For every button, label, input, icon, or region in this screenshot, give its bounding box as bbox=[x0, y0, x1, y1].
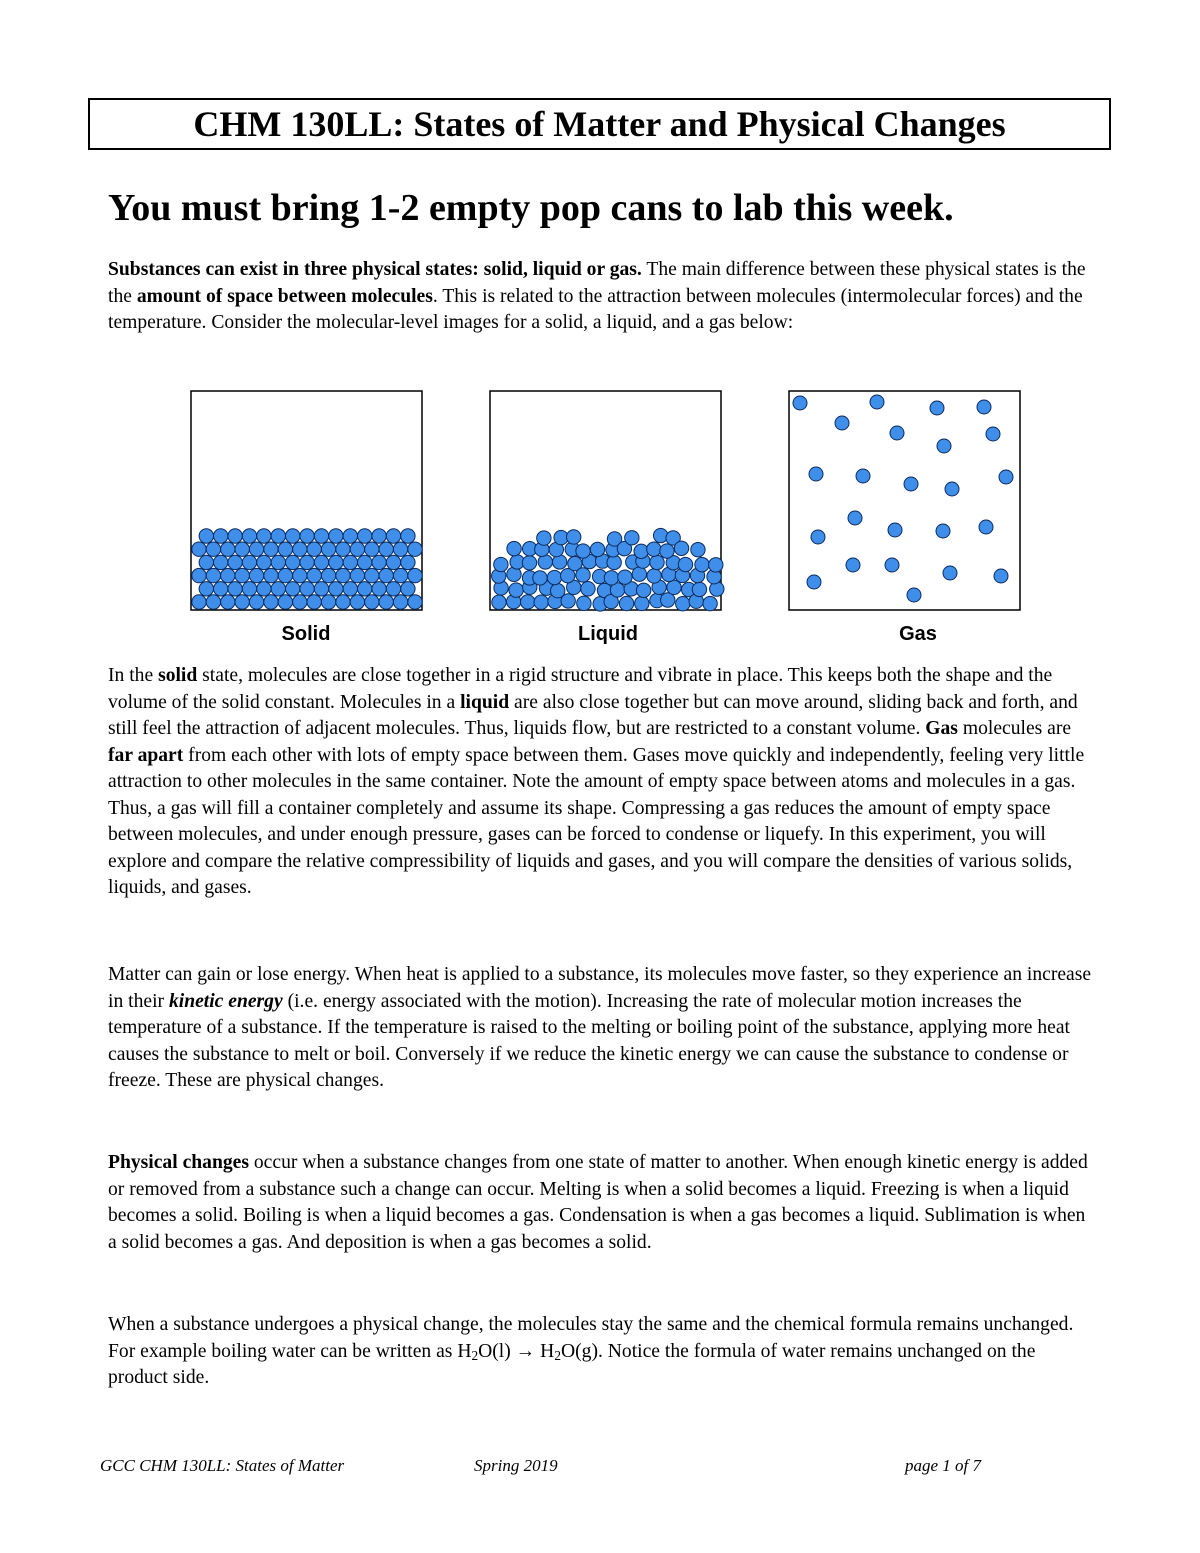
solid-molecule bbox=[235, 568, 249, 582]
formula-sub-1: 2 bbox=[471, 1347, 479, 1363]
solid-molecule bbox=[293, 542, 307, 556]
solid-container bbox=[191, 391, 422, 610]
solid-molecule bbox=[249, 568, 263, 582]
solid-molecule bbox=[372, 529, 386, 543]
liquid-molecule bbox=[494, 557, 508, 571]
solid-molecule bbox=[365, 568, 379, 582]
energy-bold-kinetic: kinetic energy bbox=[168, 990, 283, 1012]
gas-molecule bbox=[793, 396, 807, 410]
liquid-molecule bbox=[674, 541, 688, 555]
solid-molecule bbox=[365, 595, 379, 609]
states-bold-solid: solid bbox=[158, 665, 198, 686]
solid-molecule bbox=[350, 542, 364, 556]
gas-molecule bbox=[907, 588, 921, 602]
solid-molecule bbox=[264, 542, 278, 556]
gas-molecule bbox=[979, 520, 993, 534]
solid-molecule bbox=[221, 568, 235, 582]
solid-molecule bbox=[286, 555, 300, 569]
solid-molecule bbox=[214, 529, 228, 543]
solid-molecule bbox=[393, 595, 407, 609]
states-bold-gas: Gas bbox=[925, 718, 958, 739]
liquid-molecule bbox=[691, 542, 705, 556]
solid-molecule bbox=[228, 555, 242, 569]
solid-molecule bbox=[199, 555, 213, 569]
solid-molecule bbox=[235, 542, 249, 556]
liquid-molecule bbox=[509, 583, 523, 597]
gas-molecule bbox=[835, 416, 849, 430]
solid-molecule bbox=[278, 542, 292, 556]
gas-molecule bbox=[904, 477, 918, 491]
solid-molecule bbox=[379, 568, 393, 582]
liquid-molecule bbox=[561, 594, 575, 608]
solid-molecule bbox=[300, 582, 314, 596]
lab-notice: You must bring 1-2 empty pop cans to lab this week. bbox=[108, 187, 954, 229]
solid-molecule bbox=[257, 555, 271, 569]
solid-molecule bbox=[343, 555, 357, 569]
liquid-molecule bbox=[604, 571, 618, 585]
solid-molecule bbox=[300, 529, 314, 543]
gas-container bbox=[789, 391, 1020, 610]
solid-molecule bbox=[329, 555, 343, 569]
solid-molecule bbox=[329, 529, 343, 543]
intro-text-b: . This is related to the attraction between molecules (intermolecular forces) and the temperature. Consider the molecular-level images for a solid, a liquid, and a gas below: bbox=[108, 285, 1083, 333]
solid-molecule bbox=[401, 555, 415, 569]
formula-text-2: . Notice the formula of water remains unchanged on the product side. bbox=[108, 1340, 1036, 1388]
solid-molecule bbox=[228, 529, 242, 543]
solid-molecule bbox=[192, 568, 206, 582]
solid-molecule bbox=[286, 582, 300, 596]
gas-molecule bbox=[936, 524, 950, 538]
liquid-molecule bbox=[492, 595, 506, 609]
solid-molecule bbox=[264, 595, 278, 609]
solid-molecule bbox=[314, 555, 328, 569]
physical-changes-paragraph bbox=[108, 1150, 1098, 1256]
states-bold-far-apart: far apart bbox=[108, 744, 184, 766]
liquid-molecule bbox=[566, 530, 580, 544]
liquid-molecule bbox=[678, 557, 692, 571]
liquid-molecule bbox=[577, 596, 591, 610]
liquid-molecule bbox=[590, 542, 604, 556]
states-text-2: state, molecules are close together in a rigid structure and vibrate in place. This keeps both the shape and the volume of the solid constant. Molecules in a bbox=[108, 665, 1053, 713]
energy-text-2: (i.e. energy associated with the motion). Increasing the rate of molecular motion increases the temperature of a substance. If the temperature is raised to the melting or boiling point of the substance, applying more heat causes the substance to melt or boil. Conversely if we reduce the kinetic energy we can cause the substance to condense or freeze. These are physical changes. bbox=[108, 990, 1070, 1091]
solid-molecule bbox=[386, 555, 400, 569]
solid-molecule bbox=[393, 568, 407, 582]
liquid-molecule bbox=[647, 569, 661, 583]
solid-molecule bbox=[379, 595, 393, 609]
solid-molecule bbox=[278, 568, 292, 582]
liquid-container bbox=[490, 391, 724, 611]
states-paragraph bbox=[108, 663, 1098, 902]
liquid-molecule bbox=[632, 567, 646, 581]
liquid-molecule bbox=[676, 597, 690, 611]
states-diagram bbox=[188, 388, 1028, 650]
formula-arrow: → bbox=[515, 1340, 536, 1362]
gas-molecule bbox=[945, 482, 959, 496]
solid-molecule bbox=[365, 542, 379, 556]
formula-o-gas: O(g) bbox=[560, 1340, 598, 1362]
liquid-molecule bbox=[625, 531, 639, 545]
states-of-matter-figure bbox=[188, 388, 1028, 650]
solid-molecule bbox=[372, 582, 386, 596]
solid-molecule bbox=[350, 595, 364, 609]
solid-molecule bbox=[358, 582, 372, 596]
page-title: CHM 130LL: States of Matter and Physical Changes bbox=[193, 104, 1006, 144]
footer-course: GCC CHM 130LL: States of Matter bbox=[100, 1456, 345, 1475]
solid-molecule bbox=[293, 595, 307, 609]
solid-molecule bbox=[343, 529, 357, 543]
solid-molecule bbox=[286, 529, 300, 543]
intro-text-a: The main difference between these physical states is the the bbox=[108, 259, 1086, 307]
solid-molecule bbox=[242, 582, 256, 596]
solid-molecule bbox=[300, 555, 314, 569]
liquid-molecule bbox=[607, 555, 621, 569]
solid-molecule bbox=[228, 582, 242, 596]
solid-molecule bbox=[214, 582, 228, 596]
states-text-1: In the bbox=[108, 665, 159, 686]
gas-molecule bbox=[937, 439, 951, 453]
solid-molecule bbox=[264, 568, 278, 582]
liquid-molecule bbox=[534, 595, 548, 609]
solid-molecule bbox=[271, 529, 285, 543]
solid-molecule bbox=[293, 568, 307, 582]
liquid-molecule bbox=[634, 544, 648, 558]
formula-o-liquid: O(l) bbox=[478, 1340, 516, 1362]
solid-molecule bbox=[329, 582, 343, 596]
liquid-molecule bbox=[537, 531, 551, 545]
formula-paragraph bbox=[108, 1312, 1098, 1392]
gas-molecule bbox=[890, 426, 904, 440]
liquid-molecule bbox=[533, 571, 547, 585]
liquid-molecule bbox=[660, 544, 674, 558]
solid-molecule bbox=[343, 582, 357, 596]
solid-molecule bbox=[350, 568, 364, 582]
solid-molecule bbox=[278, 595, 292, 609]
solid-molecule bbox=[199, 529, 213, 543]
solid-molecule bbox=[221, 542, 235, 556]
gas-molecule bbox=[848, 511, 862, 525]
footer-term: Spring 2019 bbox=[474, 1456, 558, 1475]
solid-molecule bbox=[372, 555, 386, 569]
liquid-molecule bbox=[618, 570, 632, 584]
intro-bold-space: amount of space between molecules bbox=[136, 285, 433, 307]
solid-molecule bbox=[206, 595, 220, 609]
states-bold-liquid: liquid bbox=[460, 691, 510, 713]
intro-bold-lead: Substances can exist in three physical states: solid, liquid or gas. bbox=[108, 259, 642, 280]
liquid-label: Liquid bbox=[578, 623, 638, 645]
solid-molecule bbox=[307, 568, 321, 582]
solid-molecule bbox=[214, 555, 228, 569]
solid-molecule bbox=[393, 542, 407, 556]
liquid-molecule bbox=[576, 568, 590, 582]
solid-molecule bbox=[242, 529, 256, 543]
gas-molecule bbox=[809, 467, 823, 481]
gas-molecule bbox=[994, 569, 1008, 583]
gas-molecule bbox=[811, 530, 825, 544]
solid-molecule bbox=[379, 542, 393, 556]
liquid-molecule bbox=[692, 582, 706, 596]
solid-molecule bbox=[242, 555, 256, 569]
solid-molecule bbox=[336, 595, 350, 609]
gas-molecule bbox=[999, 470, 1013, 484]
solid-molecule bbox=[314, 582, 328, 596]
gas-label: Gas bbox=[899, 623, 937, 645]
gas-molecule bbox=[856, 469, 870, 483]
solid-molecule bbox=[271, 555, 285, 569]
solid-molecule bbox=[336, 542, 350, 556]
liquid-molecule bbox=[521, 595, 535, 609]
energy-paragraph bbox=[108, 962, 1098, 1095]
solid-molecule bbox=[192, 542, 206, 556]
solid-molecule bbox=[358, 555, 372, 569]
solid-molecule bbox=[386, 582, 400, 596]
liquid-molecule bbox=[635, 596, 649, 610]
solid-molecule bbox=[249, 542, 263, 556]
solid-molecule bbox=[336, 568, 350, 582]
solid-molecule bbox=[206, 542, 220, 556]
liquid-molecule bbox=[547, 570, 561, 584]
solid-molecule bbox=[257, 582, 271, 596]
gas-molecule bbox=[885, 558, 899, 572]
liquid-molecule bbox=[636, 583, 650, 597]
solid-molecule bbox=[321, 568, 335, 582]
solid-molecule bbox=[408, 542, 422, 556]
solid-molecule bbox=[314, 529, 328, 543]
formula-text-1: When a substance undergoes a physical change, the molecules stay the same and the chemical formula remains unchanged. For example boiling water can be written as bbox=[108, 1314, 1074, 1362]
liquid-molecule bbox=[538, 555, 552, 569]
gas-molecule bbox=[930, 401, 944, 415]
gas-molecule bbox=[846, 558, 860, 572]
title-box bbox=[88, 98, 1111, 150]
liquid-molecule bbox=[581, 582, 595, 596]
gas-molecule bbox=[888, 523, 902, 537]
formula-h-2: H bbox=[540, 1340, 555, 1362]
solid-molecule bbox=[401, 582, 415, 596]
solid-molecule bbox=[199, 582, 213, 596]
solid-molecule bbox=[408, 595, 422, 609]
solid-molecule bbox=[321, 542, 335, 556]
liquid-molecule bbox=[522, 556, 536, 570]
liquid-molecule bbox=[647, 542, 661, 556]
solid-molecule bbox=[235, 595, 249, 609]
solid-molecule bbox=[221, 595, 235, 609]
footer-page-number: page 1 of 7 bbox=[905, 1456, 982, 1475]
gas-box bbox=[789, 391, 1020, 610]
gas-molecule bbox=[807, 575, 821, 589]
intro-paragraph bbox=[108, 257, 1098, 337]
energy-text-1: Matter can gain or lose energy. When heat is applied to a substance, its molecules move faster, so they experience an increase in their bbox=[108, 964, 1092, 1012]
gas-molecule bbox=[977, 400, 991, 414]
liquid-molecule bbox=[709, 558, 723, 572]
solid-molecule bbox=[192, 595, 206, 609]
solid-molecule bbox=[307, 542, 321, 556]
solid-label: Solid bbox=[281, 623, 331, 645]
liquid-molecule bbox=[653, 528, 667, 542]
liquid-molecule bbox=[695, 557, 709, 571]
gas-molecule bbox=[943, 566, 957, 580]
liquid-molecule bbox=[507, 541, 521, 555]
gas-molecule bbox=[986, 427, 1000, 441]
solid-molecule bbox=[249, 595, 263, 609]
solid-molecule bbox=[401, 529, 415, 543]
states-text-4: molecules are bbox=[957, 718, 1072, 739]
liquid-molecule bbox=[650, 555, 664, 569]
formula-sub-2: 2 bbox=[554, 1347, 561, 1363]
solid-molecule bbox=[321, 595, 335, 609]
liquid-molecule bbox=[576, 544, 590, 558]
liquid-molecule bbox=[661, 593, 675, 607]
solid-molecule bbox=[206, 568, 220, 582]
solid-molecule bbox=[386, 529, 400, 543]
states-text-3: are also close together but can move around, sliding back and forth, and still feel the attraction of adjacent molecules. Thus, liquids flow, but are restricted to a constant volume. bbox=[108, 691, 1078, 739]
solid-molecule bbox=[358, 529, 372, 543]
formula-h-1: H bbox=[457, 1340, 472, 1362]
gas-molecule bbox=[870, 395, 884, 409]
liquid-molecule bbox=[703, 596, 717, 610]
changes-text-1: occur when a substance changes from one state of matter to another. When enough kinetic energy is added or removed from a substance such a change can occur. Melting is when a solid becomes a liquid. Freezing is when a liquid becomes a solid. Boiling is when a liquid becomes a gas. Condensation is when a gas becomes a liquid. Sublimation is when a solid becomes a gas. And deposition is when a gas becomes a solid. bbox=[108, 1152, 1088, 1253]
solid-molecule bbox=[408, 568, 422, 582]
solid-molecule bbox=[257, 529, 271, 543]
solid-molecule bbox=[307, 595, 321, 609]
liquid-molecule bbox=[619, 596, 633, 610]
solid-molecule bbox=[271, 582, 285, 596]
states-text-5: from each other with lots of empty space between them. Gases move quickly and independently, feeling very little attraction to other molecules in the same container. Note the amount of empty space between atoms and molecules in a gas. Thus, a gas will fill a container completely and assume its shape. Compressing a gas reduces the amount of empty space between molecules, and under enough pressure, gases can be forced to condense or liquefy. In this experiment, you will explore and compare the relative compressibility of liquids and gases, and you will compare the densities of various solids, liquids, and gases. bbox=[108, 744, 1085, 898]
changes-bold-lead: Physical changes bbox=[108, 1152, 249, 1173]
